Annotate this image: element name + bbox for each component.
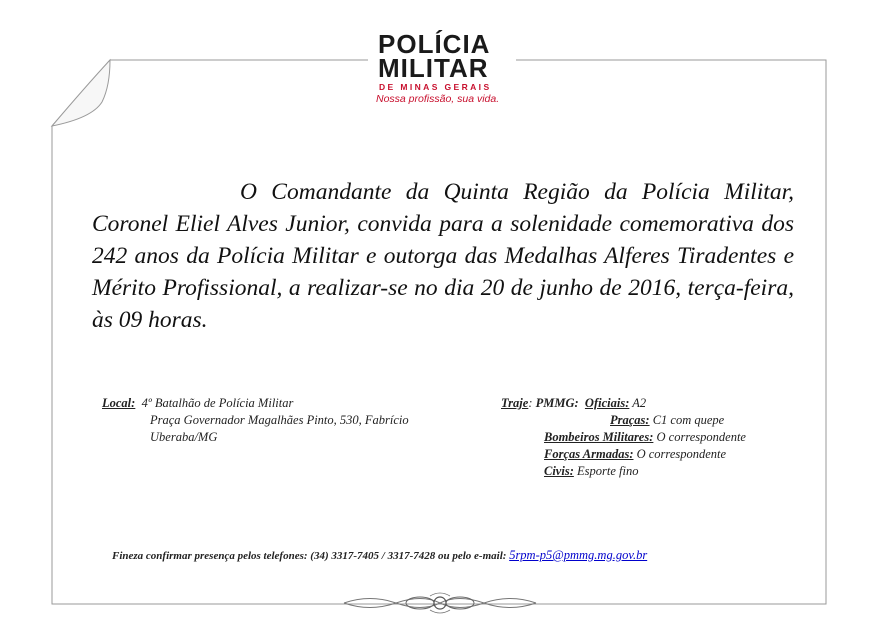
traje-civis-value: Esporte fino [576,464,639,478]
local-label: Local: [102,396,136,410]
traje-oficiais-value: A2 [632,396,647,410]
traje-oficiais-label: Oficiais: [584,396,630,410]
traje-bombeiros-label: Bombeiros Militares: [544,430,654,444]
logo-subtitle: DE MINAS GERAIS [379,82,492,92]
rsvp-text: Fineza confirmar presença pelos telefones: (34) 3317-7405 / 3317-7428 ou pelo e-mail: [112,550,510,562]
traje-pracas-label: Praças: [610,413,650,427]
logo-title-militar: MILITAR [378,53,489,83]
traje-forcas-label: Forças Armadas: [544,447,634,461]
invitation-text-block [92,176,794,336]
rsvp-footer [112,548,812,563]
local-section [102,395,482,446]
traje-civis-label: Civis: [544,464,574,478]
local-address: Praça Governador Magalhães Pinto, 530, Fabrício [150,413,409,427]
local-city: Uberaba/MG [150,430,218,444]
traje-bombeiros-value: O correspondente [656,430,746,444]
traje-section: Traje: PMMG: Oficiais: A2 Praças: C1 com quepe Bombeiros Militares: O correspondente Forças Armadas: O correspondente Civis: Esporte fino [501,396,746,478]
local-venue: 4º Batalhão de Polícia Militar [141,396,294,410]
decorative-ornament [340,590,540,616]
traje-label: Traje [501,396,529,410]
invitation-text: O Comandante da Quinta Região da Polícia Militar, Coronel Eliel Alves Junior, convida para a solenidade comemorativa dos 242 anos da Polícia Militar e outorga das Medalhas Alferes Tiradentes e Mérito Profissional, a realizar-se no dia 20 de junho de 2016, terça-feira, às 09 horas. [92,179,794,333]
traje-pracas-value: C1 com quepe [652,413,725,427]
traje-pmmg-label: PMMG: [535,396,579,410]
pmmg-logo [372,29,512,105]
rsvp-email-link[interactable]: 5rpm-p5@pmmg.mg.gov.br [509,548,648,562]
logo-slogan: Nossa profissão, sua vida. [376,93,500,105]
traje-forcas-value: O correspondente [636,447,727,461]
logo-title-policia: POLÍCIA [378,29,491,59]
